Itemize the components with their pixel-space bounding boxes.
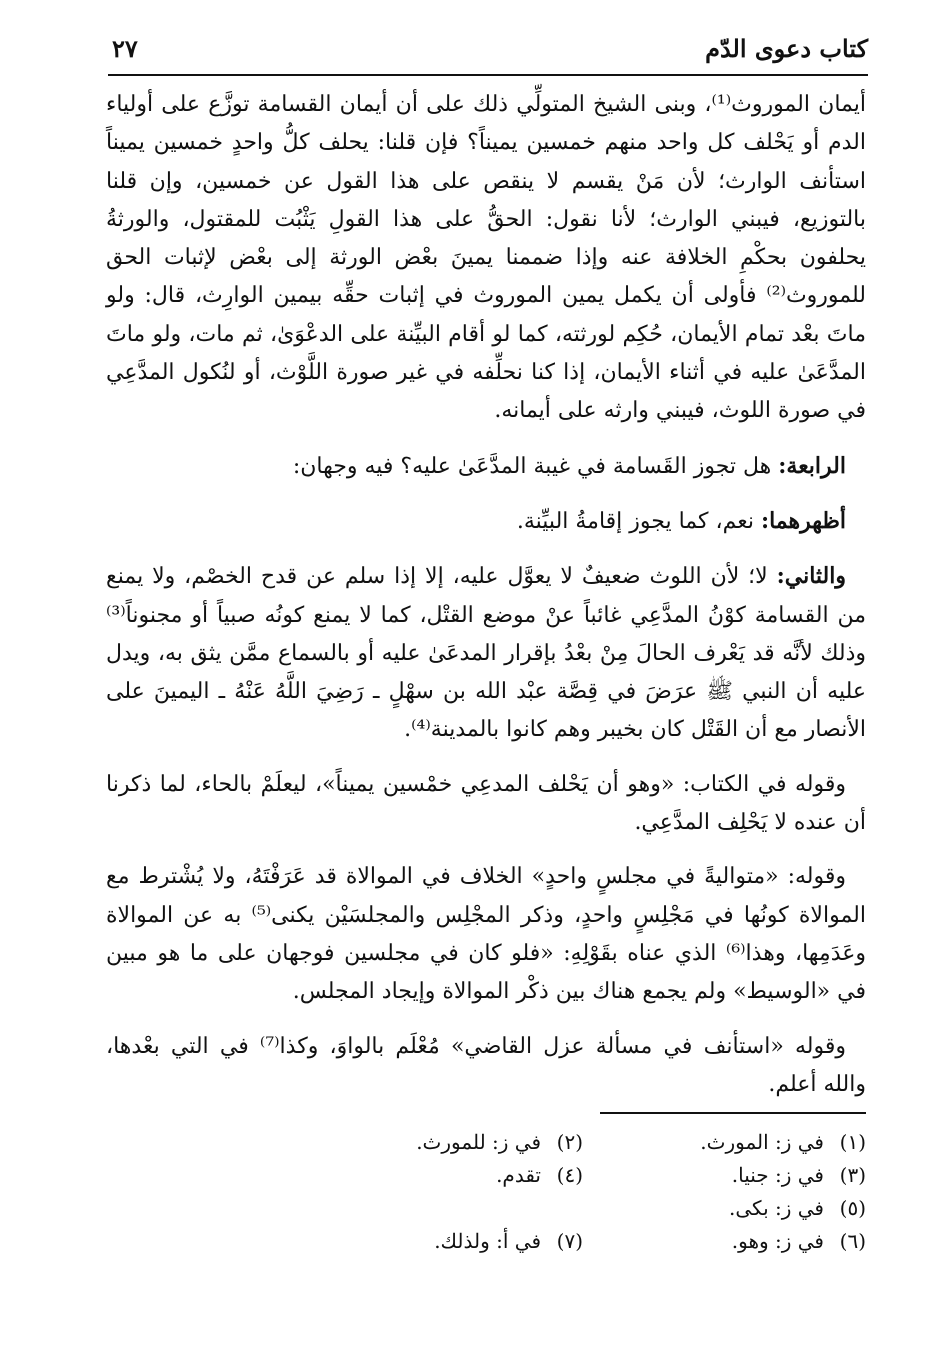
page-number: ٢٧ (112, 34, 138, 63)
book-title: كتاب دعوى الدّم (705, 34, 868, 63)
footnote-1-text: في ز: المورث. (700, 1130, 824, 1154)
footnote-2-number: (٢) (556, 1130, 583, 1154)
footnote-6 (583, 1225, 866, 1258)
footnotes (300, 1126, 866, 1258)
paragraph-1-text: أيمان الموروث⁽¹⁾، وبنى الشيخ المتولِّي ذلك على أن أيمان القسامة توزَّع على أولياء الدم أو يَحْلف كل واحد منهم خمسين يميناً؟ فإن قلنا: يحلف كلُّ واحدٍ خمسين يميناً استأنف الوارث؛ لأن مَنْ يقسم لا ينقص على هذا القول عن خمسين، وإن قلنا بالتوزيع، فيبني الوارث؛ لأنا نقول: الحقُّ على هذا القولِ يَثْبُت للمقتول، والورثةُ يحلفون بحكْمِ الخلافة عنه وإذا ضممنا يمينَ بعْض الورثة إلى بعْض لإثبات الحق للموروث⁽²⁾ فأولى أن يكمل يمين الموروث في إثبات حقِّه بيمين الوارِث، قال: ولو ماتَ بعْد تمام الأيمان، حُكِم لورثته، كما لو أقام البيِّنة على الدعْوَىٰ، ثم مات، ولو ماتَ المدَّعَىٰ عليه في أثناء الأيمان، إذا كنا نحلِّفه في غير صورة اللَّوْث، أو لنُكول المدَّعِي في صورة اللوث، فيبني وارثه على أيمانه. (106, 92, 866, 424)
paragraph-4 (106, 557, 866, 749)
footnote-4-text: تقدم. (496, 1163, 541, 1187)
paragraph-7-text: وقوله «استأنف في مسألة عزل القاضي» مُعْلَم بالواوَ، وكذا⁽⁷⁾ في التي بعْدها، والله أعلم. (106, 1033, 866, 1097)
paragraph-6-text: وقوله: «متواليةً في مجلسٍ واحدٍ» الخلاف في الموالاة قد عَرَفْتَهُ، ولا يُشْترط مع الموالاة كونُها في مَجْلِسٍ واحدٍ، وذكر المجْلِس والمجلسَيْن يكنى⁽⁵⁾ به عن الموالاة وعَدَمِها، وهذا⁽⁶⁾ الذي عناه بقَوْلِهِ: «فلو كان في مجلسين فوجهان على ما هو مبين في «الوسيط» ولم يجمع هناك بين ذكْر الموالاة وإيجاد المجلس. (106, 864, 866, 1005)
paragraph-5-text: وقوله في الكتاب: «وهو أن يَحْلف المدعِي خمْسين يميناً»، ليعلَمْ بالحاء، لما ذكرنا أن عنده لا يَحْلِف المدَّعِي. (106, 771, 866, 836)
footnote-4 (300, 1159, 583, 1192)
footnote-row (300, 1192, 866, 1225)
footnote-7-text: في أ: ولذلك. (434, 1229, 541, 1253)
footnote-3-text: في ز: جنيا. (731, 1163, 824, 1187)
footnote-empty (300, 1192, 583, 1225)
footnote-row (300, 1126, 866, 1159)
paragraph-4-text: لا؛ لأن اللوث ضعيفٌ لا يعوَّل عليه، إلا إذا سلم عن قدح الخصْم، ولا يمنع من القسامة كوْنُ المدَّعِي غائباً عنْ موضع القتْل، كما لا يمنع كونُه صبياً أو مجنوناً⁽³⁾ وذلك لأنَّه قد يَعْرف الحالَ مِنْ بعْدُ بإقرار المدعَىٰ عليه أو بالسماع ممَّن يثق به، ويدل عليه أن النبي ﷺ عرَضَ في قِصَّة عبْد الله بن سهْلٍ ـ رَضِيَ اللَّهُ عَنْهُ ـ اليمينَ على الأنصار مع أن القَتْل كان بخيبر وهم كانوا بالمدينة⁽⁴⁾. (106, 564, 866, 743)
paragraph-2 (106, 447, 866, 486)
footnote-7 (300, 1225, 583, 1258)
page-header (108, 30, 868, 76)
footnote-divider (600, 1112, 866, 1114)
footnote-1 (583, 1126, 866, 1159)
footnote-row (300, 1225, 866, 1258)
footnote-3-number: (٣) (839, 1163, 866, 1187)
footnote-2 (300, 1126, 583, 1159)
footnote-6-text: في ز: وهو. (731, 1229, 824, 1253)
paragraph-3-text: نعم، كما يجوز إقامةُ البيِّنة. (516, 508, 761, 534)
footnote-2-text: في ز: للمورث. (416, 1130, 541, 1154)
paragraph-4-lead: والثاني: (776, 563, 846, 590)
paragraph-3-lead: أظهرهما: (760, 507, 846, 534)
paragraph-5 (106, 766, 866, 843)
main-text (106, 86, 866, 1120)
footnote-5-text: في ز: بكى. (729, 1196, 824, 1220)
paragraph-3 (106, 502, 866, 541)
paragraph-2-text: هل تجوز القَسامة في غيبة المدَّعَىٰ عليه؟ فيه وجهان: (292, 453, 779, 479)
footnote-3 (583, 1159, 866, 1192)
footnote-6-number: (٦) (839, 1229, 866, 1253)
footnote-1-number: (١) (839, 1130, 866, 1154)
footnote-5-number: (٥) (839, 1196, 866, 1220)
paragraph-7 (106, 1028, 866, 1105)
footnote-7-number: (٧) (556, 1229, 583, 1253)
paragraph-2-lead: الرابعة: (778, 452, 846, 479)
footnote-4-number: (٤) (556, 1163, 583, 1187)
paragraph-6 (106, 858, 866, 1011)
footnote-5 (583, 1192, 866, 1225)
footnote-row (300, 1159, 866, 1192)
paragraph-1 (106, 86, 866, 431)
